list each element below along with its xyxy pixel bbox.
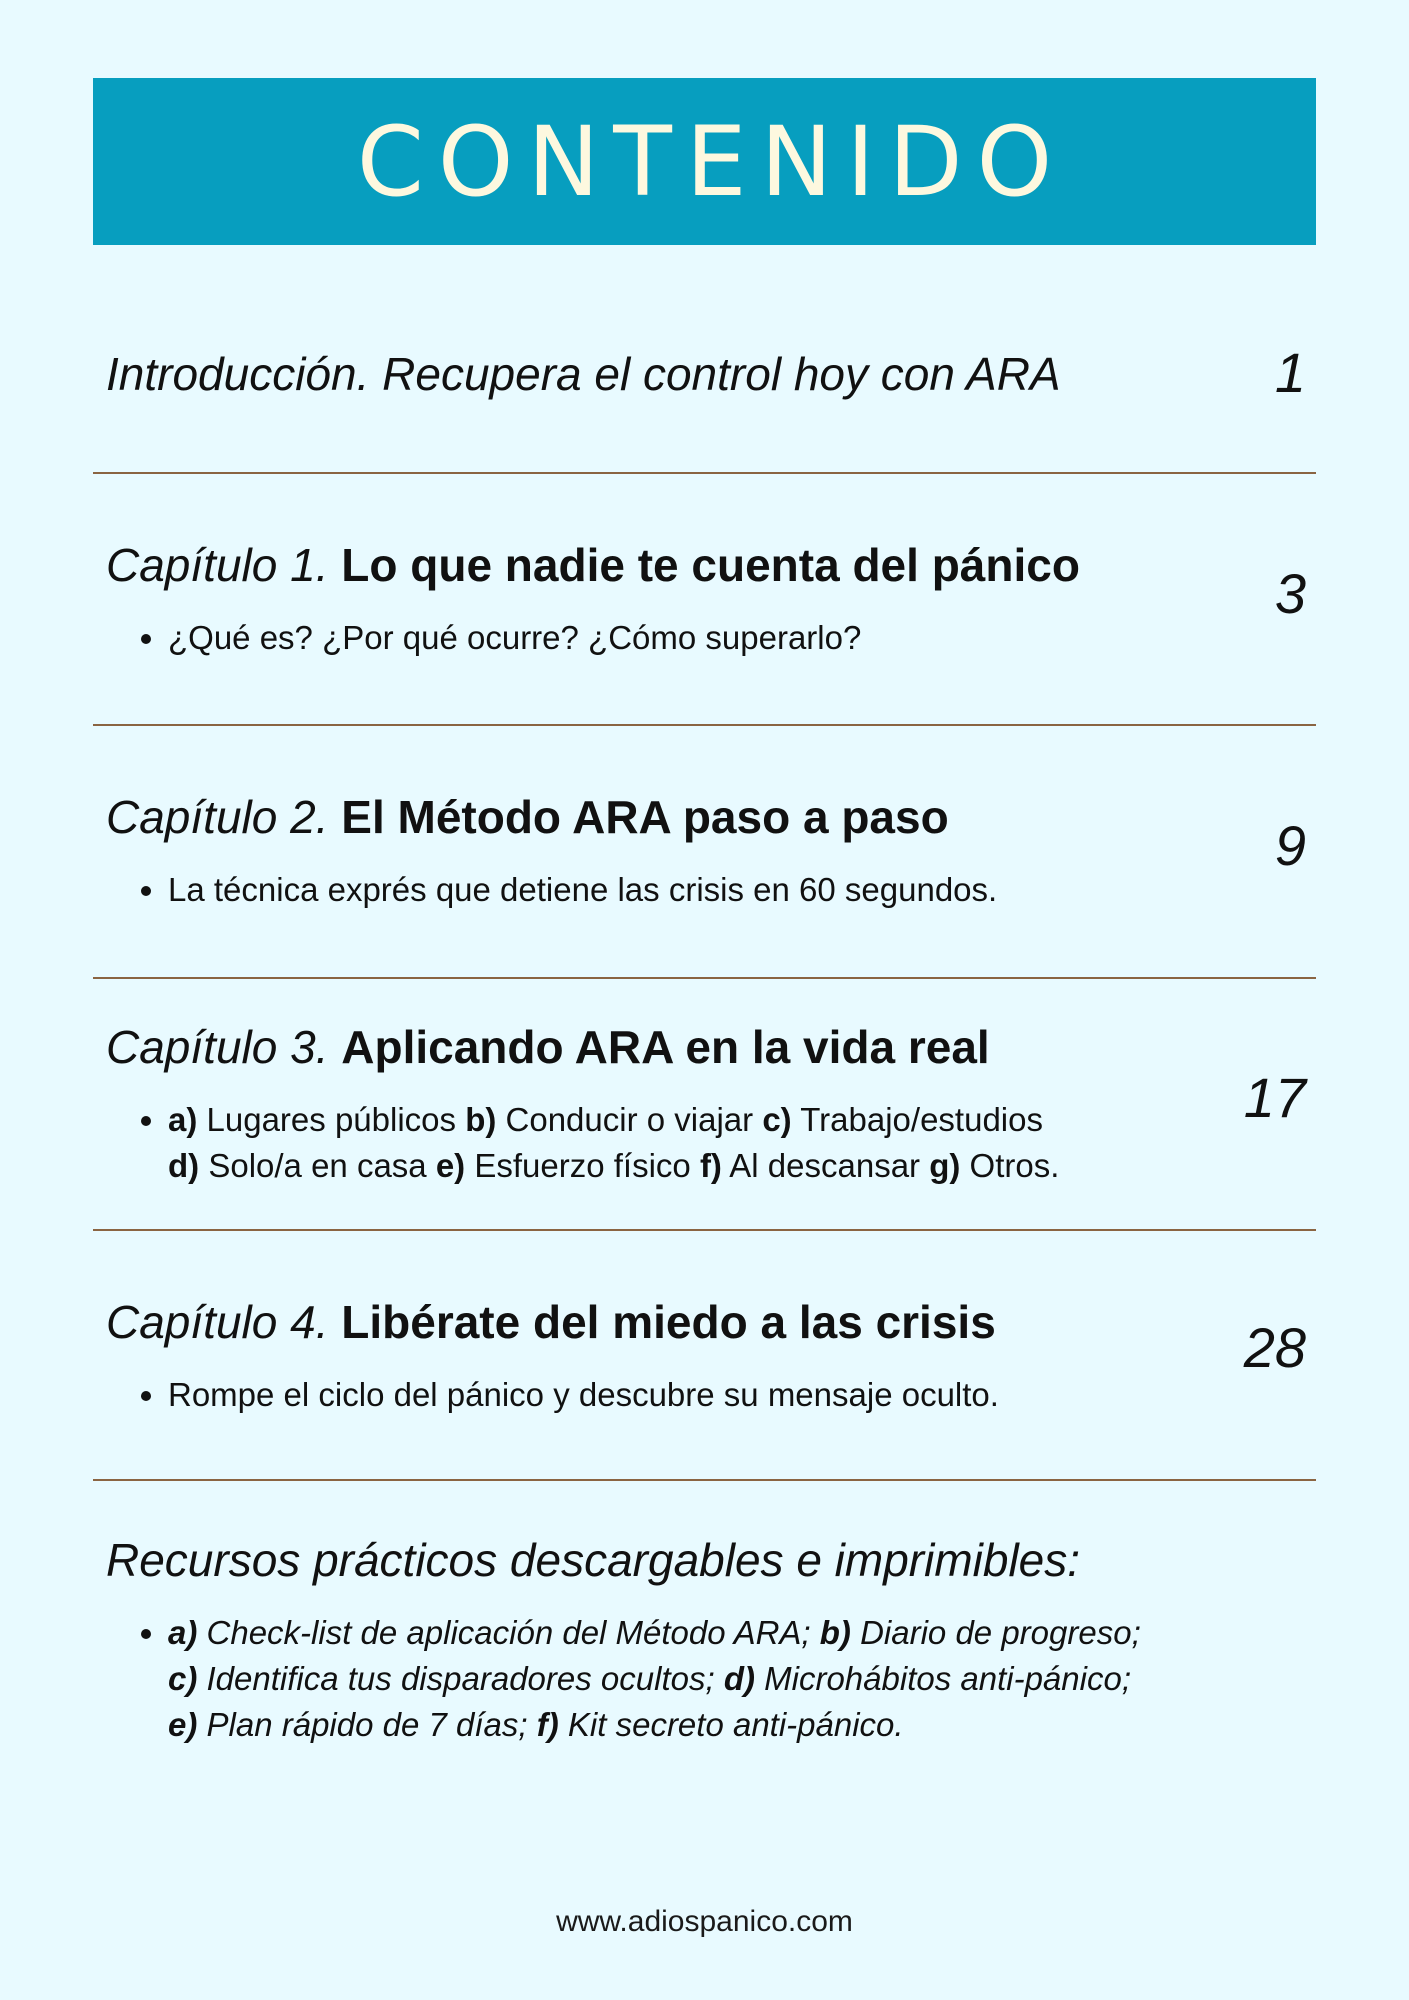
item-text: Solo/a en casa [208,1147,427,1184]
item-letter: f) [536,1706,559,1743]
item-text: Al descansar [729,1147,921,1184]
chapter-2-title [106,790,949,845]
intro-title-text: Introducción. Recupera el control hoy con ARA [106,348,1061,400]
item-text: Lugares públicos [206,1101,457,1138]
chapter-1-name: Lo que nadie te cuenta del pánico [341,539,1080,591]
chapter-3-name: Aplicando ARA en la vida real [341,1021,990,1073]
resources-line-3 [168,1702,1141,1748]
chapter-2-page-number: 9 [1274,814,1306,877]
divider [93,472,1316,474]
item-letter: b) [819,1614,851,1651]
item-text: Otros. [969,1147,1060,1184]
item-letter: f) [699,1147,722,1184]
item-letter: c) [762,1101,792,1138]
chapter-3-title [106,1020,990,1075]
chapter-1-bullets [130,615,861,661]
list-item [168,1372,999,1418]
item-text: Conducir o viajar [505,1101,754,1138]
item-letter: e) [435,1147,466,1184]
item-letter: e) [168,1706,198,1743]
item-text: Check-list de aplicación del Método ARA; [206,1614,811,1651]
item-letter: c) [168,1660,198,1697]
item-text: Plan rápido de 7 días; [206,1706,528,1743]
divider [93,1229,1316,1231]
chapter-1-lead: Capítulo 1. [106,539,329,591]
chapter-3-lead: Capítulo 3. [106,1021,329,1073]
chapter-1-bullet-text: ¿Qué es? ¿Por qué ocurre? ¿Cómo superarlo? [168,619,862,656]
item-text: Trabajo/estudios [800,1101,1043,1138]
divider [93,977,1316,979]
chapter-4-lead: Capítulo 4. [106,1296,329,1348]
intro-page-number: 1 [1274,341,1306,404]
list-item [168,1610,1141,1748]
chapter-4-title [106,1295,996,1350]
item-letter: a) [168,1101,198,1138]
chapter-2-bullet-text: La técnica exprés que detiene las crisis en 60 segundos. [168,871,998,908]
item-letter: b) [465,1101,497,1138]
chapter-3-bullets [130,1097,1059,1189]
chapter-3-page-number: 17 [1243,1066,1306,1129]
intro-title [106,347,1061,402]
list-item [168,1097,1059,1189]
item-text: Diario de progreso; [860,1614,1141,1651]
item-text: Identifica tus disparadores ocultos; [206,1660,715,1697]
chapter-2-lead: Capítulo 2. [106,791,329,843]
chapter-1-page-number: 3 [1274,562,1306,625]
resources-title-text: Recursos prácticos descargables e imprimibles: [106,1534,1081,1586]
resources-title [106,1533,1080,1588]
chapter-3-bullet-line-2 [168,1143,1059,1189]
item-letter: d) [168,1147,200,1184]
divider [93,724,1316,726]
resources-bullets [130,1610,1141,1748]
chapter-2-bullets [130,867,997,913]
chapter-4-bullets [130,1372,999,1418]
resources-line-1 [168,1610,1141,1656]
item-letter: g) [929,1147,961,1184]
chapter-4-page-number: 28 [1243,1316,1306,1379]
page-title: CONTENIDO [356,105,1067,218]
item-text: Kit secreto anti-pánico. [567,1706,904,1743]
list-item [168,615,861,661]
item-letter: d) [723,1660,755,1697]
footer-url: www.adiospanico.com [556,1905,853,1938]
chapter-4-bullet-text: Rompe el ciclo del pánico y descubre su mensaje oculto. [168,1376,999,1413]
chapter-4-name: Libérate del miedo a las crisis [341,1296,996,1348]
item-text: Microhábitos anti-pánico; [764,1660,1131,1697]
chapter-3-bullet-line-1 [168,1097,1059,1143]
item-letter: a) [168,1614,198,1651]
header-banner [93,78,1316,245]
chapter-1-title [106,538,1080,593]
chapter-2-name: El Método ARA paso a paso [341,791,949,843]
resources-line-2 [168,1656,1141,1702]
divider [93,1479,1316,1481]
item-text: Esfuerzo físico [474,1147,691,1184]
list-item [168,867,997,913]
